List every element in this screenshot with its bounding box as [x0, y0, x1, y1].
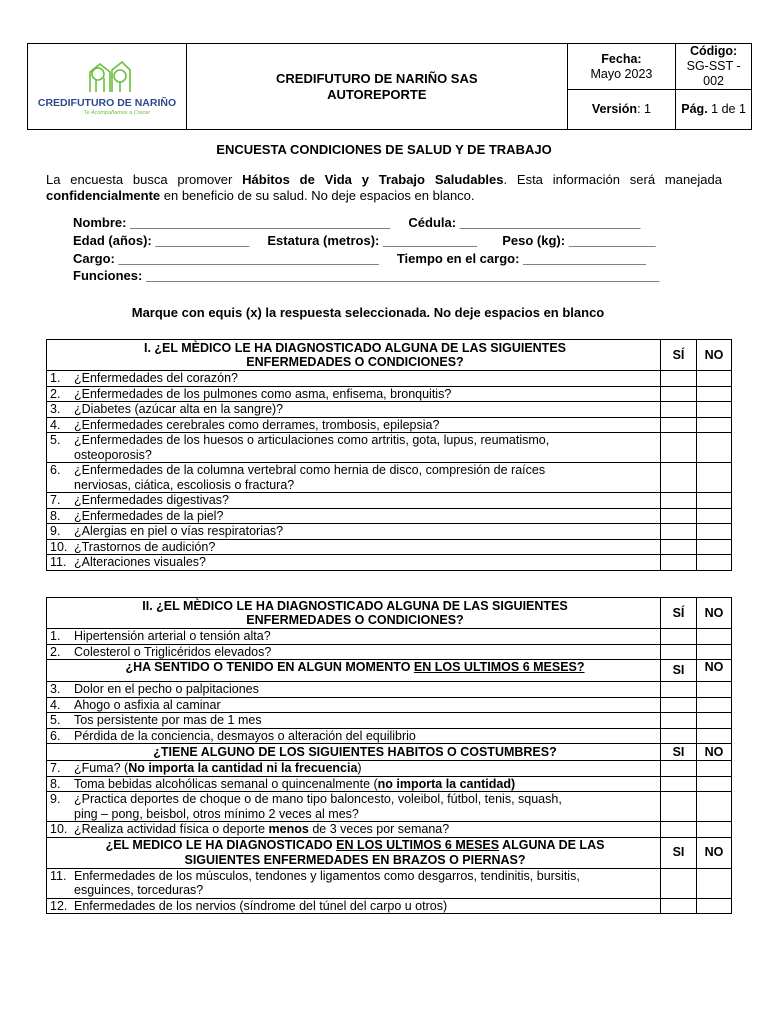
sub1-si-header: SI	[661, 660, 697, 682]
question-text: )	[357, 761, 362, 775]
question-number: 2.	[50, 644, 61, 659]
question-text: Ahogo o asfixia al caminar	[74, 697, 221, 712]
question-text: Toma bebidas alcohólicas semanal o quincenalmente (	[74, 776, 378, 791]
answer-si-cell[interactable]	[661, 898, 697, 914]
question-text: Colesterol o Triglicéridos elevados?	[74, 644, 272, 659]
answer-no-cell[interactable]	[697, 463, 732, 493]
subheader-3b: EN LOS ULTIMOS 6 MESES	[336, 838, 500, 852]
sub1-no-header: NO	[697, 660, 732, 682]
answer-si-cell[interactable]	[661, 555, 697, 571]
table-row	[47, 539, 732, 555]
table-row	[47, 417, 732, 433]
question-cell	[47, 629, 661, 645]
question-text-cont: osteoporosis?	[74, 447, 152, 462]
question-cell	[47, 644, 661, 660]
answer-si-cell[interactable]	[661, 433, 697, 463]
answer-no-cell[interactable]	[697, 433, 732, 463]
answer-no-cell[interactable]	[697, 508, 732, 524]
question-text: Pérdida de la conciencia, desmayos o alteración del equilibrio	[74, 728, 416, 743]
field-row-funciones[interactable]: Funciones: _______________________________________________________________________	[73, 268, 660, 283]
answer-si-cell[interactable]	[661, 463, 697, 493]
question-cell	[47, 682, 661, 698]
answer-si-cell[interactable]	[661, 697, 697, 713]
question-text: ¿Diabetes (azúcar alta en la sangre)?	[74, 402, 284, 416]
answer-si-cell[interactable]	[661, 682, 697, 698]
question-text-bold: No importa la cantidad ni la frecuencia	[128, 761, 358, 775]
subheader-3a: ¿EL MEDICO LE HA DIAGNOSTICADO	[105, 838, 337, 852]
answer-no-cell[interactable]	[697, 524, 732, 540]
question-cell	[47, 539, 661, 555]
section1-no-header: NO	[697, 340, 732, 371]
question-number: 9.	[50, 792, 61, 806]
field-row-cargo-tiempo[interactable]: Cargo: ____________________________________ Tiempo en el cargo: _________________	[73, 251, 646, 266]
table-row	[47, 728, 732, 744]
section1-table	[46, 339, 732, 571]
answer-no-cell[interactable]	[697, 371, 732, 387]
fecha-label: Fecha:	[601, 51, 642, 66]
question-number: 8.	[50, 776, 61, 791]
answer-si-cell[interactable]	[661, 386, 697, 402]
answer-si-cell[interactable]	[661, 371, 697, 387]
answer-no-cell[interactable]	[697, 682, 732, 698]
question-text: ¿Realiza actividad física o deporte	[74, 822, 269, 836]
subheader-3c: ALGUNA DE LAS	[499, 838, 605, 852]
table-row	[47, 682, 732, 698]
header-table	[27, 43, 752, 130]
question-number: 3.	[50, 402, 61, 416]
question-number: 4.	[50, 697, 61, 712]
company-logo	[32, 50, 182, 120]
answer-si-cell[interactable]	[661, 524, 697, 540]
table-row	[47, 898, 732, 914]
answer-no-cell[interactable]	[697, 697, 732, 713]
answer-no-cell[interactable]	[697, 555, 732, 571]
answer-no-cell[interactable]	[697, 822, 732, 838]
question-text: ¿Enfermedades de los pulmones como asma, enfisema, bronquitis?	[74, 386, 452, 401]
intro-text-1c: . Esta información será manejada	[503, 172, 722, 187]
answer-si-cell[interactable]	[661, 713, 697, 729]
answer-si-cell[interactable]	[661, 792, 697, 822]
answer-no-cell[interactable]	[697, 728, 732, 744]
table-row	[47, 776, 732, 792]
table-row	[47, 386, 732, 402]
answer-no-cell[interactable]	[697, 539, 732, 555]
intro-text-2b: en beneficio de su salud. No deje espacios en blanco.	[160, 188, 475, 203]
table-row	[47, 555, 732, 571]
question-text: de 3 veces por semana?	[308, 822, 450, 836]
section1-title-2: ENFERMEDADES O CONDICIONES?	[246, 355, 464, 369]
question-number: 1.	[50, 371, 61, 385]
question-text: Hipertensión arterial o tensión alta?	[74, 629, 271, 643]
answer-si-cell[interactable]	[661, 508, 697, 524]
answer-no-cell[interactable]	[697, 644, 732, 660]
question-text: Tos persistente por mas de 1 mes	[74, 713, 262, 727]
question-text-cont: nerviosas, ciática, escoliosis o fractura?	[74, 477, 295, 492]
answer-no-cell[interactable]	[697, 417, 732, 433]
question-cell	[47, 463, 661, 493]
question-text: Enfermedades de los nervios (síndrome del túnel del carpo u otros)	[74, 898, 448, 913]
intro-text-2a: confidencialmente	[46, 188, 161, 203]
question-number: 5.	[50, 433, 61, 447]
question-number: 11.	[50, 868, 67, 883]
fecha-value: Mayo 2023	[590, 66, 653, 81]
codigo-value-1: SG-SST -	[686, 59, 741, 73]
fecha-cell	[567, 44, 676, 90]
intro-text-1a: La encuesta busca promover	[46, 172, 243, 187]
question-number: 6.	[50, 728, 61, 743]
logo-slogan: Te Acompañamos a Crecer	[83, 110, 151, 116]
question-text: ¿Enfermedades del corazón?	[74, 371, 238, 385]
table-row	[47, 713, 732, 729]
question-text: ¿Enfermedades de los huesos o articulaciones como artritis, gota, lupus, reumatismo,	[74, 433, 550, 447]
question-7	[47, 761, 661, 777]
table-row	[47, 822, 732, 838]
sub3-no-header: NO	[697, 837, 732, 868]
question-text: ¿Practica deportes de choque o de mano tipo baloncesto, voleibol, fútbol, tenis, squash,	[74, 792, 562, 806]
section2-title-2: ENFERMEDADES O CONDICIONES?	[246, 613, 464, 627]
answer-si-cell[interactable]	[661, 493, 697, 509]
table-row	[47, 493, 732, 509]
logo-cell	[28, 44, 187, 130]
question-cell	[47, 417, 661, 433]
question-number: 10.	[50, 822, 68, 836]
answer-si-cell[interactable]	[661, 822, 697, 838]
table-row	[47, 463, 732, 493]
question-number: 6.	[50, 463, 61, 477]
question-text: ¿Enfermedades de la columna vertebral como hernia de disco, compresión de raíces	[74, 463, 546, 477]
table-row	[47, 761, 732, 777]
question-cell	[47, 493, 661, 509]
question-10	[47, 822, 661, 838]
answer-si-cell[interactable]	[661, 417, 697, 433]
codigo-value-2: 002	[703, 74, 725, 88]
section1-title-1: I. ¿EL MÈDICO LE HA DIAGNOSTICADO ALGUNA DE LAS SIGUIENTES	[143, 340, 566, 355]
sub3-si-header: SI	[661, 837, 697, 868]
table-row	[47, 508, 732, 524]
subheader-1a: ¿HA SENTIDO O TENIDO EN ALGUN MOMENTO	[125, 660, 414, 674]
section2-no-header: NO	[697, 598, 732, 629]
version-label: Versión	[591, 102, 638, 116]
question-text: ¿Alteraciones visuales?	[74, 555, 207, 569]
intro-text-1b: Hábitos de Vida y Trabajo Saludables	[242, 172, 504, 187]
question-text: ¿Enfermedades digestivas?	[74, 493, 229, 507]
answer-si-cell[interactable]	[661, 728, 697, 744]
table-row	[47, 371, 732, 387]
answer-si-cell[interactable]	[661, 776, 697, 792]
answer-no-cell[interactable]	[697, 898, 732, 914]
question-cell	[47, 555, 661, 571]
subheader-ultimos-6-meses	[47, 660, 661, 682]
field-row-nombre-cedula[interactable]: Nombre: ____________________________________ Cédula: _________________________	[73, 215, 641, 230]
pag-cell	[676, 90, 752, 130]
question-number: 8.	[50, 508, 61, 523]
question-text-bold: menos	[268, 822, 309, 836]
doc-title: AUTOREPORTE	[327, 86, 427, 102]
pag-value: 1 de 1	[707, 102, 746, 116]
question-number: 10.	[50, 539, 68, 554]
question-cell	[47, 371, 661, 387]
company-name: CREDIFUTURO DE NARIÑO SAS	[276, 70, 478, 86]
answer-no-cell[interactable]	[697, 493, 732, 509]
question-text: ¿Fuma? (	[74, 761, 129, 775]
question-11	[47, 868, 661, 898]
table-row	[47, 524, 732, 540]
question-cell	[47, 713, 661, 729]
version-value: : 1	[637, 102, 651, 116]
question-12	[47, 898, 661, 914]
table-row	[47, 629, 732, 645]
question-number: 12.	[50, 898, 68, 913]
question-text: ¿Enfermedades cerebrales como derrames, trombosis, epilepsia?	[74, 417, 440, 432]
table-row	[47, 792, 732, 822]
question-cell	[47, 433, 661, 463]
pag-label: Pág.	[681, 102, 708, 116]
question-cell	[47, 697, 661, 713]
answer-no-cell[interactable]	[697, 868, 732, 898]
table-row	[47, 697, 732, 713]
answer-si-cell[interactable]	[661, 644, 697, 660]
question-text: ¿Trastornos de audición?	[74, 539, 216, 554]
answer-si-cell[interactable]	[661, 402, 697, 418]
answer-si-cell[interactable]	[661, 539, 697, 555]
question-cell	[47, 386, 661, 402]
question-text-cont: ping – pong, beisbol, otros mínimo 2 veces al mes?	[74, 806, 359, 821]
question-number: 2.	[50, 386, 61, 401]
question-text: Enfermedades de los músculos, tendones y ligamentos como desgarros, tendinitis, bursitis,	[74, 868, 580, 883]
section2-si-header: SÍ	[661, 598, 697, 629]
answer-no-cell[interactable]	[697, 776, 732, 792]
sub2-si-header: SI	[661, 744, 697, 761]
header-title-cell	[186, 44, 567, 130]
answer-si-cell[interactable]	[661, 868, 697, 898]
version-cell	[567, 90, 676, 130]
question-number: 3.	[50, 682, 61, 696]
question-text: ¿Enfermedades de la piel?	[74, 508, 224, 523]
intro-line-2	[46, 188, 722, 204]
field-row-edad-estatura-peso[interactable]: Edad (años): _____________ Estatura (metros): _____________ Peso (kg): ____________	[73, 233, 656, 248]
section1-si-header: SÍ	[661, 340, 697, 371]
answer-no-cell[interactable]	[697, 629, 732, 645]
answer-no-cell[interactable]	[697, 386, 732, 402]
section2-table	[46, 597, 732, 914]
answer-si-cell[interactable]	[661, 629, 697, 645]
intro-line-1	[46, 172, 722, 188]
section2-header	[47, 598, 661, 629]
answer-no-cell[interactable]	[697, 761, 732, 777]
subheader-3d: SIGUIENTES ENFERMEDADES EN BRAZOS O PIERNAS?	[184, 852, 526, 867]
subheader-brazos-piernas	[47, 837, 661, 868]
question-8	[47, 776, 661, 792]
codigo-cell	[676, 44, 752, 90]
question-number: 7.	[50, 761, 61, 775]
table-row	[47, 868, 732, 898]
question-9	[47, 792, 661, 822]
table-row	[47, 644, 732, 660]
question-cell	[47, 508, 661, 524]
logo-name: CREDIFUTURO DE NARIÑO	[37, 97, 177, 109]
question-number: 4.	[50, 417, 61, 432]
question-cell	[47, 728, 661, 744]
answer-no-cell[interactable]	[697, 402, 732, 418]
question-text-bold: no importa la cantidad)	[377, 776, 516, 791]
answer-no-cell[interactable]	[697, 792, 732, 822]
question-text: Dolor en el pecho o palpitaciones	[74, 682, 259, 696]
question-text: ¿Alergias en piel o vías respiratorias?	[74, 524, 284, 538]
question-text-cont: esguinces, torceduras?	[74, 883, 204, 897]
sub2-no-header: NO	[697, 744, 732, 761]
subheader-habitos: ¿TIENE ALGUNO DE LOS SIGUIENTES HABITOS O COSTUMBRES?	[47, 744, 661, 761]
question-number: 9.	[50, 524, 61, 538]
table-row	[47, 433, 732, 463]
codigo-label: Código:	[689, 44, 738, 58]
section2-title-1: II. ¿EL MÈDICO LE HA DIAGNOSTICADO ALGUNA DE LAS SIGUIENTES	[142, 598, 568, 613]
subheader-1b: EN LOS ULTIMOS 6 MESES?	[413, 660, 585, 674]
answer-no-cell[interactable]	[697, 713, 732, 729]
instruction: Marque con equis (x) la respuesta seleccionada. No deje espacios en blanco	[131, 305, 605, 320]
question-number: 5.	[50, 713, 61, 727]
table-row	[47, 402, 732, 418]
question-number: 1.	[50, 629, 61, 643]
survey-title: ENCUESTA CONDICIONES DE SALUD Y DE TRABAJO	[216, 142, 552, 157]
answer-si-cell[interactable]	[661, 761, 697, 777]
question-number: 7.	[50, 493, 61, 507]
section1-header	[47, 340, 661, 371]
question-number: 11.	[50, 555, 67, 569]
question-cell	[47, 524, 661, 540]
question-cell	[47, 402, 661, 418]
